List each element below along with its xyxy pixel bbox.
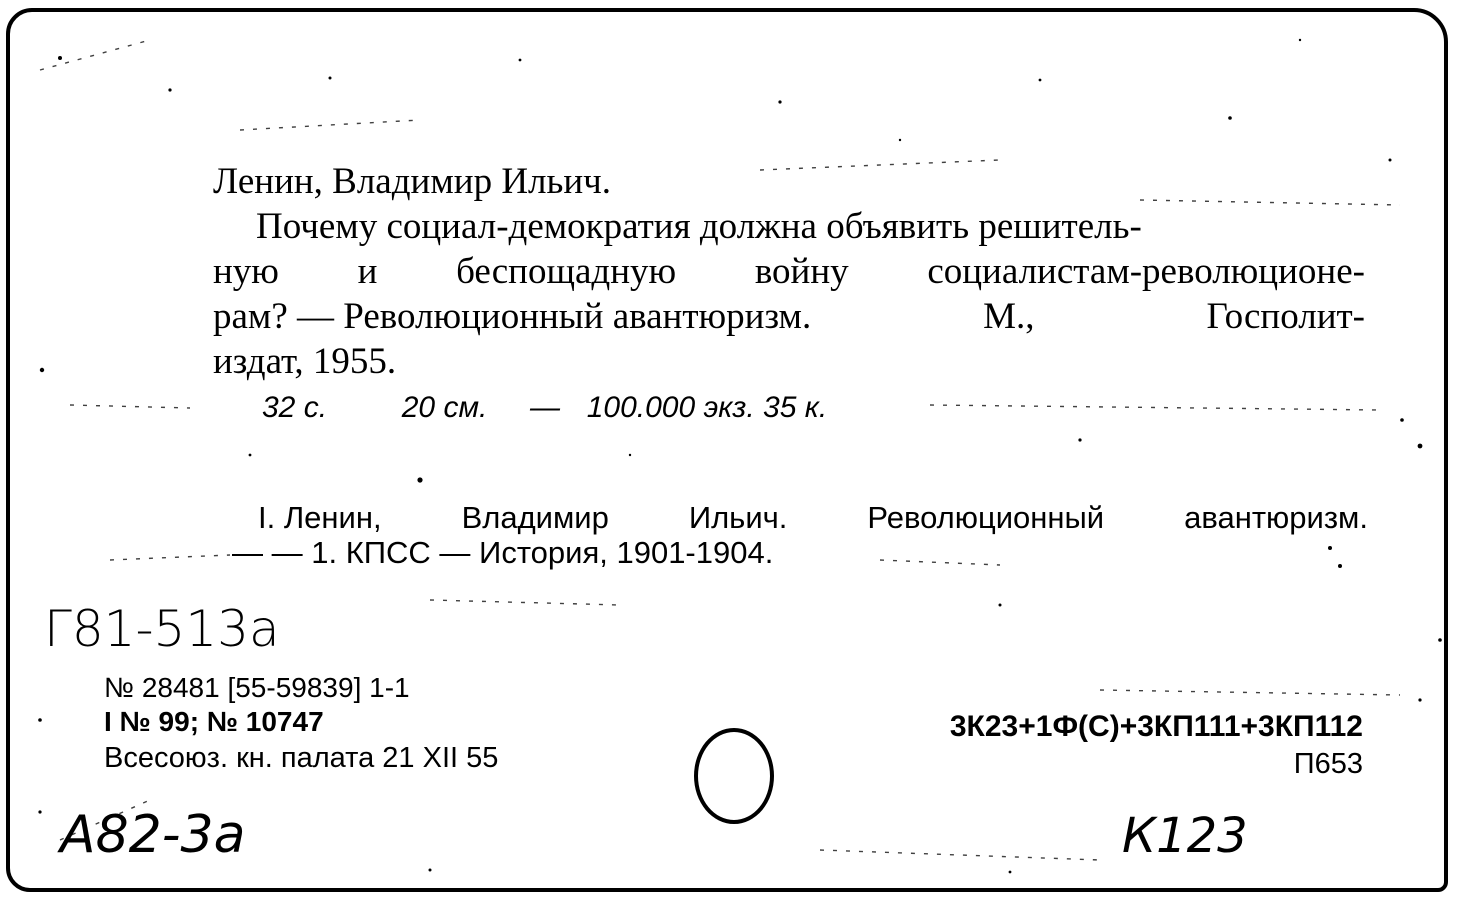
title-word: социалистам-революционе- xyxy=(927,251,1365,292)
title-word: беспощадную xyxy=(456,251,677,292)
tracing-part: Ильич. xyxy=(688,500,788,535)
tracing-part: авантюризм. xyxy=(1184,500,1368,535)
title-line-3 xyxy=(213,295,1365,338)
title-word: войну xyxy=(754,251,849,292)
collation-pages: 32 с. xyxy=(262,391,328,424)
title-line-1: Почему социал-демократия должна объявить решитель- xyxy=(256,206,1142,247)
imprint-place: М., xyxy=(983,296,1035,337)
tracing-line-1 xyxy=(258,500,1368,536)
handwritten-call-number: Г81-513а xyxy=(44,600,280,658)
punch-hole xyxy=(694,728,774,824)
tracing-line-2: — — 1. КПСС — История, 1901-1904. xyxy=(232,535,774,570)
classification-code: П653 xyxy=(1293,748,1363,780)
title-word: ную xyxy=(213,251,279,292)
classification-index: 3К23+1Ф(С)+3КП111+3КП112 xyxy=(949,710,1363,743)
collation-copies: 100.000 экз. 35 к. xyxy=(586,391,828,424)
handwritten-shelf-mark: А82-3а xyxy=(60,805,246,865)
title-word: и xyxy=(357,251,378,292)
handwritten-card-code: К123 xyxy=(1122,808,1248,864)
tracing-part: Революционный xyxy=(867,500,1105,535)
title-segment: рам? — Революционный авантюризм. xyxy=(213,296,812,337)
title-line-2 xyxy=(213,250,1365,293)
title-line-4: издат, 1955. xyxy=(213,341,397,382)
record-chamber: Всесоюз. кн. палата 21 XII 55 xyxy=(104,742,499,774)
collation-dash: — xyxy=(530,391,561,424)
author-heading: Ленин, Владимир Ильич. xyxy=(213,161,612,202)
record-number: № 28481 [55-59839] 1-1 xyxy=(104,672,410,703)
tracing-part: I. Ленин, xyxy=(258,500,382,535)
collation-line xyxy=(262,391,827,425)
imprint-publisher: Госполит- xyxy=(1206,296,1365,337)
record-issue: I № 99; № 10747 xyxy=(104,706,324,737)
collation-size: 20 см. xyxy=(401,391,488,424)
tracing-part: Владимир xyxy=(461,500,609,535)
